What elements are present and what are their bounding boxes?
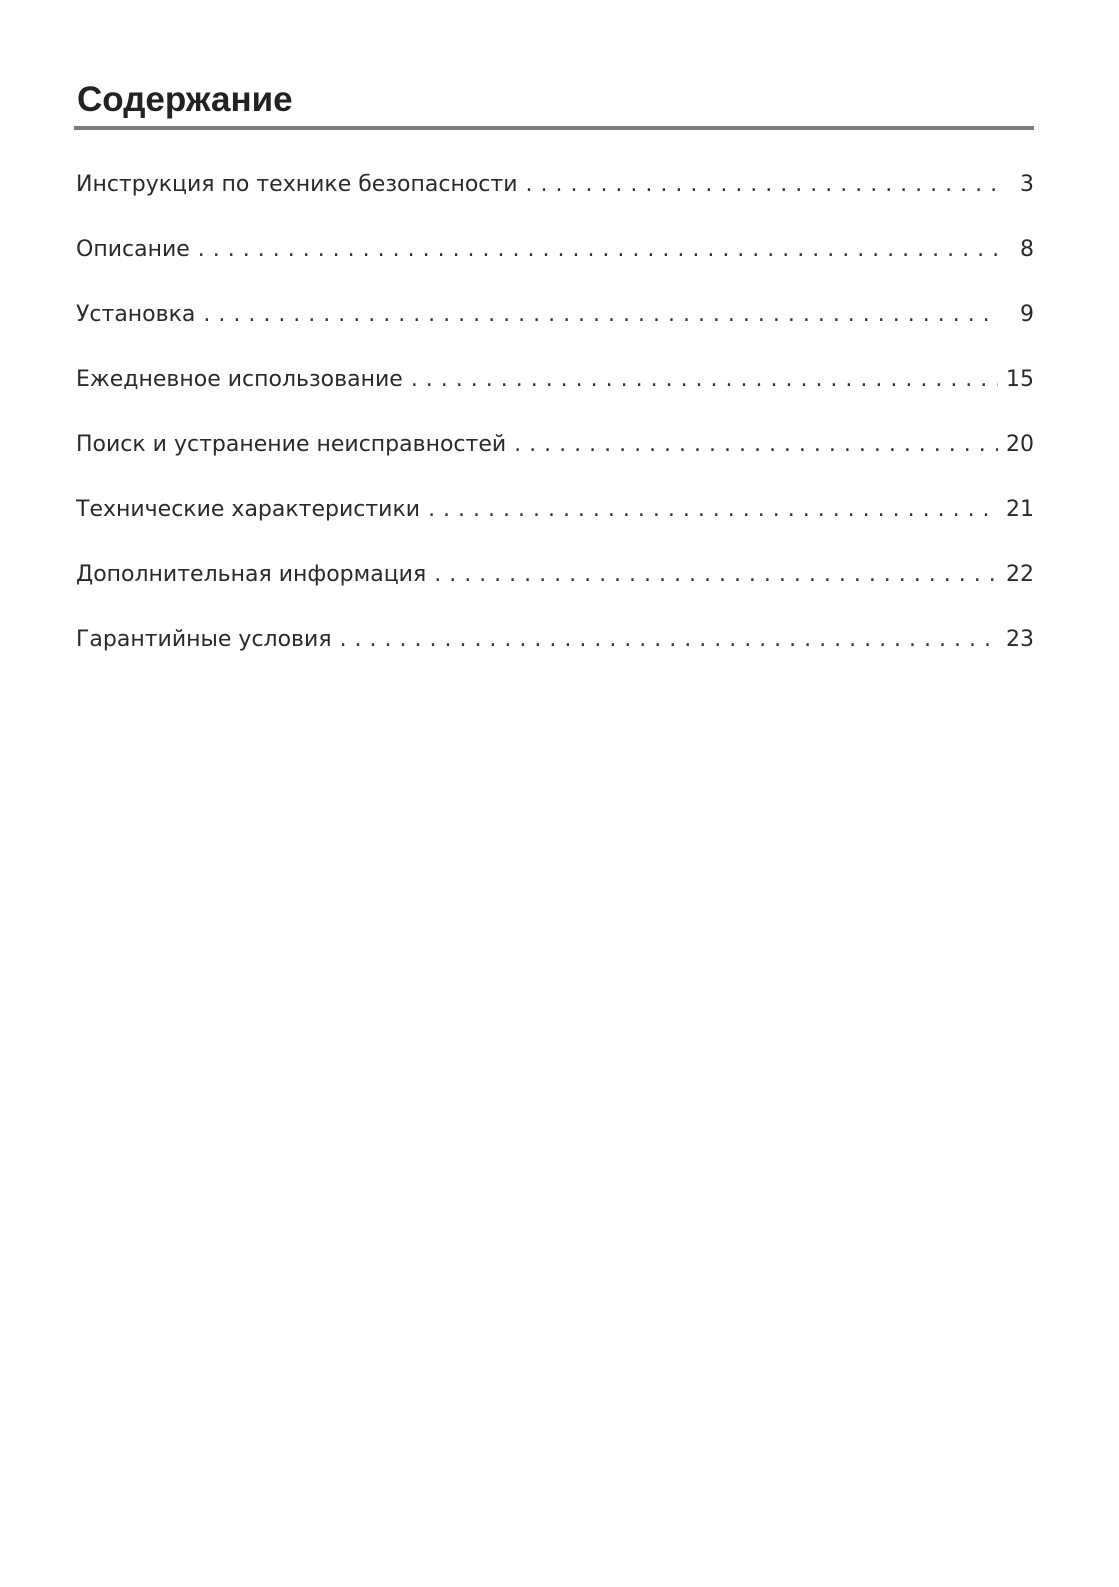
toc-entry-warranty[interactable] bbox=[76, 625, 1034, 690]
title-divider bbox=[74, 126, 1034, 130]
toc-entry-label: Установка bbox=[76, 302, 196, 327]
toc-entry-page: 22 bbox=[1006, 562, 1034, 587]
toc-entry-daily-use[interactable] bbox=[76, 365, 1034, 430]
table-of-contents bbox=[76, 170, 1034, 690]
toc-entry-description[interactable] bbox=[76, 235, 1034, 300]
toc-entry-label: Гарантийные условия bbox=[76, 627, 332, 652]
toc-dot-leader bbox=[428, 495, 998, 525]
toc-dot-leader bbox=[411, 365, 998, 395]
toc-entry-label: Ежедневное использование bbox=[76, 367, 403, 392]
toc-dot-leader bbox=[434, 560, 998, 590]
toc-entry-safety[interactable] bbox=[76, 170, 1034, 235]
toc-entry-label: Технические характеристики bbox=[76, 497, 421, 522]
toc-entry-label: Описание bbox=[76, 237, 190, 262]
toc-entry-page: 9 bbox=[1020, 302, 1034, 327]
document-page bbox=[76, 78, 1034, 650]
toc-entry-label: Инструкция по технике безопасности bbox=[76, 172, 518, 197]
toc-entry-page: 23 bbox=[1006, 627, 1034, 652]
toc-entry-specifications[interactable] bbox=[76, 495, 1034, 560]
toc-entry-label: Дополнительная информация bbox=[76, 562, 427, 587]
page-title: Содержание bbox=[77, 80, 293, 119]
toc-dot-leader bbox=[198, 235, 1000, 265]
toc-dot-leader bbox=[526, 170, 1000, 200]
toc-entry-additional-info[interactable] bbox=[76, 560, 1034, 625]
toc-entry-troubleshooting[interactable] bbox=[76, 430, 1034, 495]
toc-entry-page: 8 bbox=[1020, 237, 1034, 262]
toc-entry-page: 21 bbox=[1006, 497, 1034, 522]
toc-entry-page: 15 bbox=[1006, 367, 1034, 392]
toc-dot-leader bbox=[203, 300, 1000, 330]
toc-entry-page: 3 bbox=[1020, 172, 1034, 197]
toc-entry-label: Поиск и устранение неисправностей bbox=[76, 432, 507, 457]
toc-entry-page: 20 bbox=[1006, 432, 1034, 457]
toc-entry-installation[interactable] bbox=[76, 300, 1034, 365]
toc-dot-leader bbox=[340, 625, 998, 655]
toc-dot-leader bbox=[514, 430, 998, 460]
